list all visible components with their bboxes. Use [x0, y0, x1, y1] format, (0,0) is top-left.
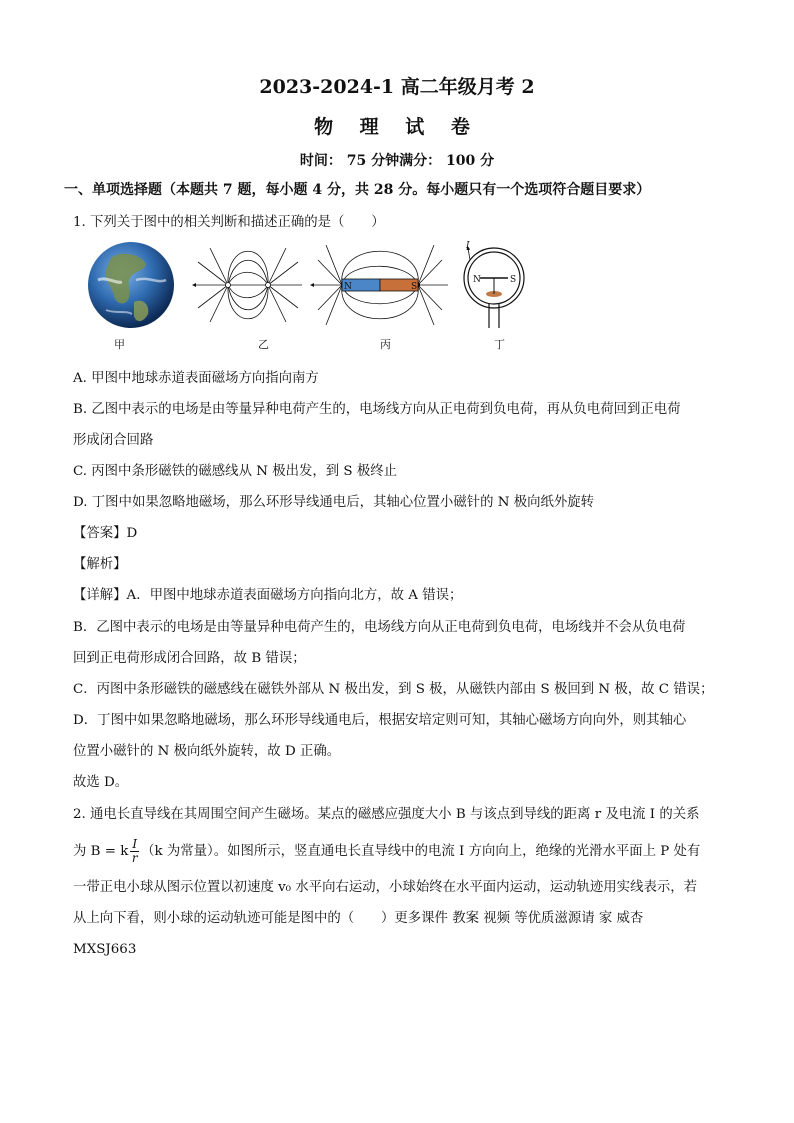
q1-detail-line: 位置小磁针的 N 极向纸外旋转，故 D 正确。: [73, 744, 341, 759]
q1-answer: 【答案】D: [73, 526, 138, 541]
q2-formula-prefix: 为 B = k: [73, 844, 129, 859]
q1-option-b: B. 乙图中表示的电场是由等量异种电荷产生的，电场线方向从正电荷到负电荷，再从负电荷回到正电荷: [73, 402, 681, 417]
current-loop-figure: [464, 241, 524, 328]
q2-stem-line4: 从上向下看，则小球的运动轨迹可能是图中的（ ）更多课件 教案 视频 等优质滋源请 家 威杏: [73, 911, 644, 926]
q1-detail-line: C．丙图中条形磁铁的磁感线在磁铁外部从 N 极出发，到 S 极，从磁铁内部由 S 极回到 N 极，故 C 错误；: [73, 682, 714, 697]
q1-figures: [86, 240, 526, 355]
magnet-s-label: S: [411, 282, 418, 292]
q1-stem: 1. 下列关于图中的相关判断和描述正确的是（ ）: [73, 215, 385, 230]
figure-label-yi: 乙: [258, 338, 269, 351]
q2-formula-fraction: [130, 838, 139, 865]
magnet-n-label: N: [344, 282, 352, 292]
compass-s-label: S: [510, 275, 517, 285]
q1-option-d: D. 丁图中如果忽略地磁场，那么环形导线通电后，其轴心位置小磁针的 N 极向纸外旋转: [73, 495, 595, 510]
q1-option-b-cont: 形成闭合回路: [73, 433, 154, 448]
current-label: I: [466, 241, 470, 251]
q1-option-a: A. 甲图中地球赤道表面磁场方向指向南方: [73, 371, 319, 386]
q2-stem-line3: 一带正电小球从图示位置以初速度 v₀ 水平向右运动，小球始终在水平面内运动，运动轨迹用实线表示，若: [73, 880, 698, 895]
figure-label-ding: 丁: [494, 338, 505, 351]
subject-title: 物 理 试 卷: [314, 116, 480, 138]
earth-figure: [88, 242, 174, 328]
q1-detail-line: 回到正电荷形成闭合回路，故 B 错误；: [73, 651, 306, 666]
exam-title: 2023-2024-1 高二年级月考 2: [259, 76, 535, 98]
figure-label-bing: 丙: [380, 338, 391, 351]
compass-n-label: N: [473, 275, 481, 285]
q1-analysis-heading: 【解析】: [73, 557, 127, 572]
q1-detail-line: 【详解】A．甲图中地球赤道表面磁场方向指向北方，故 A 错误；: [73, 588, 463, 603]
q1-detail-line: B．乙图中表示的电场是由等量异种电荷产生的，电场线方向从正电荷到负电荷，电场线并不会从负电荷: [73, 620, 686, 635]
q1-option-c: C. 丙图中条形磁铁的磁感线从 N 极出发，到 S 极终止: [73, 464, 398, 479]
figure-label-jia: 甲: [114, 338, 125, 351]
bar-magnet-figure: [312, 245, 448, 325]
dipole-field-figure: [194, 248, 302, 322]
q2-stem-line5: MXSJ663: [73, 942, 137, 957]
q1-detail-line: D．丁图中如果忽略地磁场，那么环形导线通电后，根据安培定则可知，其轴心磁场方向向外，则其轴心: [73, 713, 687, 728]
q2-stem-line2: [73, 838, 700, 865]
q2-formula-suffix: （k 为常量）。如图所示，竖直通电长直导线中的电流 I 方向向上，绝缘的光滑水平面上 P 处有: [141, 844, 701, 859]
fraction-numerator: I: [132, 837, 138, 851]
section-heading: 一、单项选择题（本题共 7 题，每小题 4 分，共 28 分。每小题只有一个选项符合题目要求）: [64, 182, 651, 198]
q2-stem-line1: 2. 通电长直导线在其周围空间产生磁场。某点的磁感应强度大小 B 与该点到导线的距离 r 及电流 I 的关系: [73, 807, 700, 822]
fraction-denominator: r: [131, 851, 138, 865]
exam-meta: 时间： 75 分钟满分： 100 分: [299, 153, 495, 169]
q1-detail-line: 故选 D。: [73, 775, 129, 790]
